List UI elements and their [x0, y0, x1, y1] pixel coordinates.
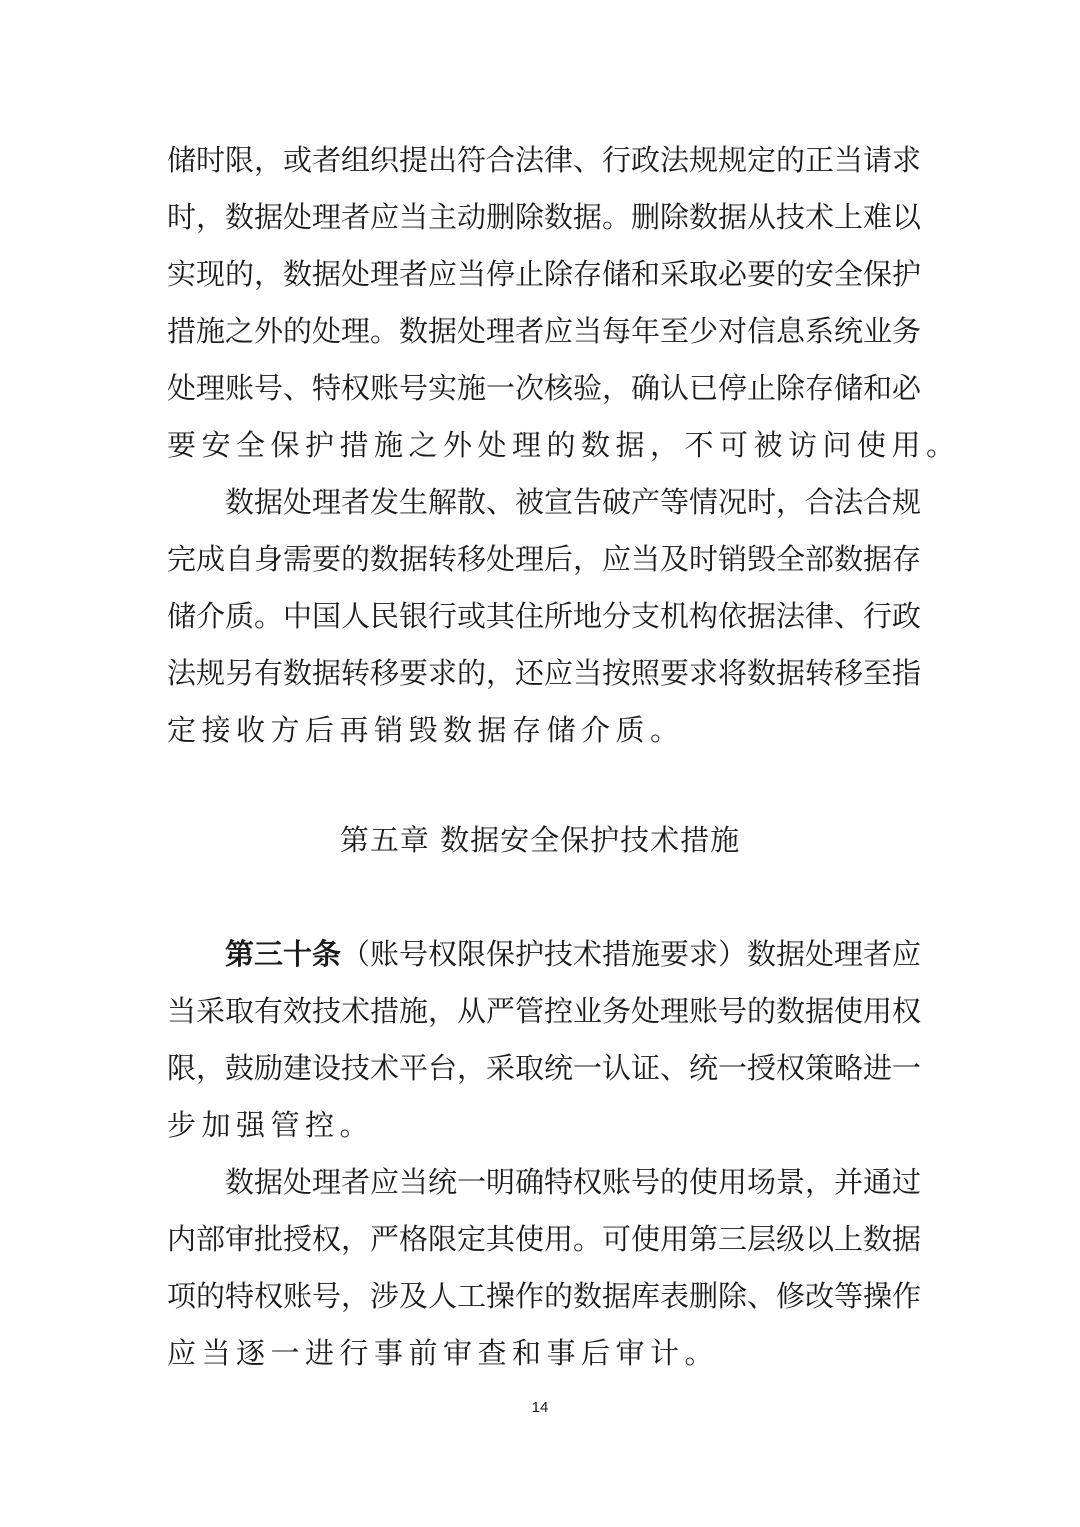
paragraph-line: 项的特权账号，涉及人工操作的数据库表删除、修改等操作	[167, 1279, 922, 1313]
paragraph-line: 内部审批授权，严格限定其使用。可使用第三层级以上数据	[167, 1222, 922, 1256]
paragraph-line: 当采取有效技术措施，从严管控业务处理账号的数据使用权	[167, 994, 922, 1028]
chapter-title: 第五章 数据安全保护技术措施	[339, 823, 741, 857]
paragraph-line: 实现的，数据处理者应当停止除存储和采取必要的安全保护	[167, 257, 922, 291]
paragraph-line: 储时限，或者组织提出符合法律、行政法规规定的正当请求	[167, 143, 922, 177]
paragraph-line: 限，鼓励建设技术平台，采取统一认证、统一授权策略进一	[167, 1051, 922, 1085]
paragraph-line: 储介质。中国人民银行或其住所地分支机构依据法律、行政	[167, 599, 922, 633]
paragraph-line: 数据处理者发生解散、被宣告破产等情况时，合法合规	[225, 485, 922, 519]
article-label: 第三十条	[225, 937, 342, 971]
article-first-line	[225, 934, 922, 974]
article-text: （账号权限保护技术措施要求）数据处理者应	[341, 937, 922, 971]
paragraph-line: 时，数据处理者应当主动删除数据。删除数据从技术上难以	[167, 200, 922, 234]
paragraph-line: 完成自身需要的数据转移处理后，应当及时销毁全部数据存	[167, 542, 922, 576]
paragraph-line: 定接收方后再销毁数据存储介质。	[167, 713, 685, 747]
paragraph-line: 措施之外的处理。数据处理者应当每年至少对信息系统业务	[167, 314, 922, 348]
paragraph-line: 应当逐一进行事前审查和事后审计。	[167, 1336, 720, 1370]
paragraph-line: 步加强管控。	[167, 1108, 375, 1142]
page-number: 14	[531, 1399, 549, 1416]
paragraph-line: 数据处理者应当统一明确特权账号的使用场景，并通过	[225, 1165, 922, 1199]
paragraph-line: 要安全保护措施之外处理的数据，不可被访问使用。	[167, 428, 961, 462]
paragraph-line: 法规另有数据转移要求的，还应当按照要求将数据转移至指	[167, 656, 922, 690]
paragraph-line: 处理账号、特权账号实施一次核验，确认已停止除存储和必	[167, 371, 922, 405]
